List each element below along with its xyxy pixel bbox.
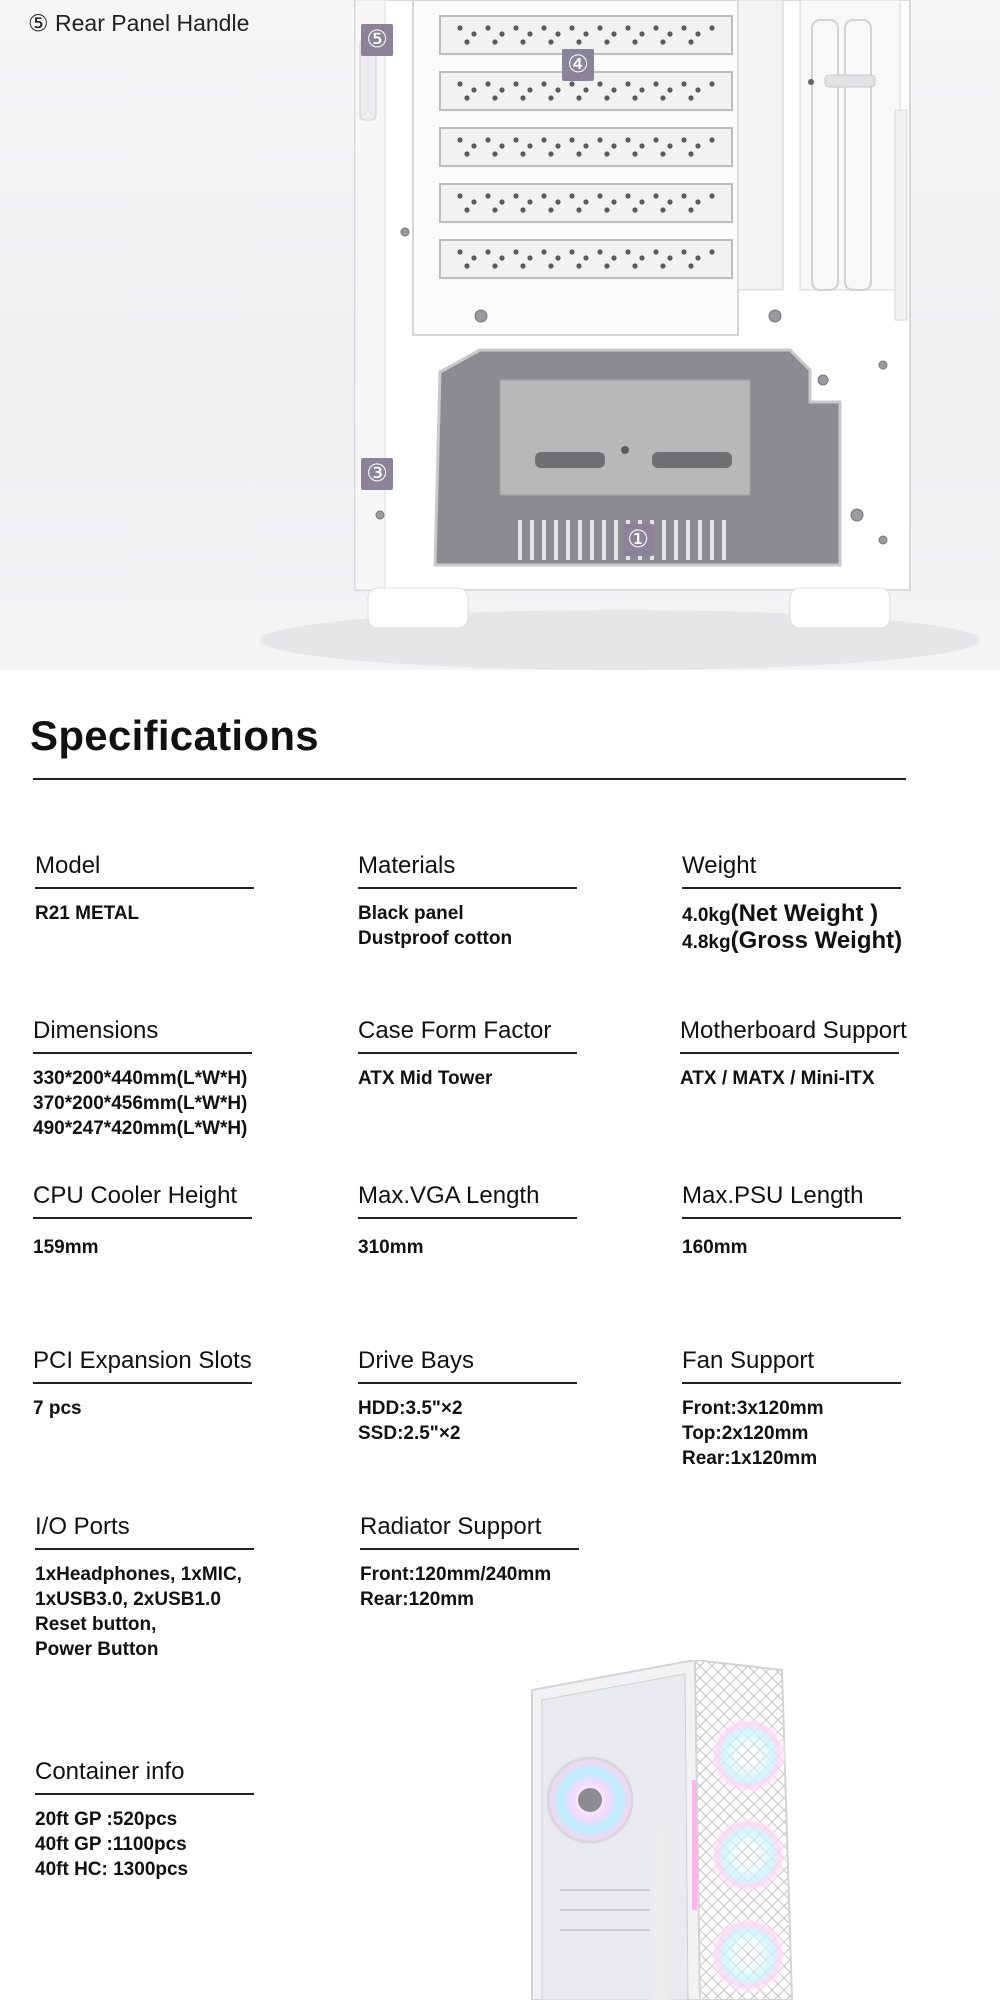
spec-label: Dimensions	[33, 1017, 159, 1044]
spec-values	[682, 1396, 982, 1471]
spec-label: Max.VGA Length	[358, 1182, 540, 1209]
spec-value: Front:120mm/240mm	[360, 1564, 552, 1585]
spec-label: Weight	[682, 852, 757, 879]
spec-pci-expansion-slots	[33, 1347, 333, 1421]
spec-underline	[35, 1548, 254, 1550]
spec-materials	[358, 852, 658, 951]
spec-underline	[33, 1217, 252, 1219]
spec-label: PCI Expansion Slots	[33, 1347, 252, 1374]
spec-motherboard-support	[680, 1017, 980, 1091]
badge-5: ⑤	[361, 24, 393, 56]
spec-value: 7 pcs	[33, 1398, 82, 1419]
spec-value: 1xUSB3.0, 2xUSB1.0	[35, 1589, 221, 1610]
spec-underline	[33, 1382, 252, 1384]
spec-max-vga-length	[358, 1182, 658, 1260]
spec-values	[33, 1396, 333, 1421]
title-divider	[33, 778, 906, 780]
net-weight-value: 4.0kg	[682, 905, 731, 926]
spec-weight	[682, 852, 982, 955]
spec-cpu-cooler-height	[33, 1182, 333, 1260]
spec-values	[358, 901, 658, 951]
spec-value: Top:2x120mm	[682, 1423, 809, 1444]
spec-value: Dustproof cotton	[358, 928, 513, 949]
spec-value: 1xHeadphones, 1xMIC,	[35, 1564, 242, 1585]
case-front-illustration	[520, 1660, 840, 2000]
spec-underline	[358, 887, 577, 889]
spec-value: 490*247*420mm(L*W*H)	[33, 1118, 248, 1139]
spec-values	[35, 901, 335, 926]
spec-values	[682, 901, 982, 955]
spec-values	[682, 1235, 982, 1260]
spec-drive-bays	[358, 1347, 658, 1446]
spec-values	[680, 1066, 980, 1091]
spec-underline	[680, 1052, 899, 1054]
badge-1: ①	[622, 524, 654, 556]
spec-value: ATX Mid Tower	[358, 1068, 493, 1089]
callout-text: Rear Panel Handle	[55, 10, 250, 36]
spec-underline	[358, 1217, 577, 1219]
spec-underline	[682, 1217, 901, 1219]
spec-underline	[682, 1382, 901, 1384]
spec-value: Rear:120mm	[360, 1589, 475, 1610]
spec-io-ports	[35, 1513, 335, 1662]
spec-label: CPU Cooler Height	[33, 1182, 238, 1209]
spec-label: Fan Support	[682, 1347, 815, 1374]
spec-radiator-support	[360, 1513, 660, 1612]
product-rear-view	[0, 0, 1000, 670]
spec-values	[33, 1235, 333, 1260]
badge-3: ③	[361, 458, 393, 490]
spec-value: R21 METAL	[35, 903, 140, 924]
spec-value: Reset button,	[35, 1614, 157, 1635]
callout-number: ⑤	[28, 10, 49, 36]
spec-value: 20ft GP :520pcs	[35, 1809, 178, 1830]
spec-label: Radiator Support	[360, 1513, 542, 1540]
spec-values	[35, 1562, 335, 1662]
gross-weight-label: (Gross Weight)	[730, 927, 903, 954]
spec-values	[33, 1066, 333, 1141]
spec-dimensions	[33, 1017, 333, 1141]
spec-fan-support	[682, 1347, 982, 1471]
spec-underline	[682, 887, 901, 889]
spec-value: 310mm	[358, 1237, 424, 1258]
spec-value: Black panel	[358, 903, 464, 924]
spec-values	[358, 1066, 658, 1091]
spec-label: Drive Bays	[358, 1347, 475, 1374]
spec-container-info	[35, 1758, 335, 1882]
specifications-title: Specifications	[30, 712, 319, 759]
callout-rear-panel-handle	[28, 10, 249, 37]
spec-value: 160mm	[682, 1237, 748, 1258]
gross-weight-value: 4.8kg	[682, 932, 731, 953]
spec-model	[35, 852, 335, 926]
spec-label: Motherboard Support	[680, 1017, 907, 1044]
spec-underline	[358, 1052, 577, 1054]
spec-value: SSD:2.5"×2	[358, 1423, 461, 1444]
spec-case-form-factor	[358, 1017, 658, 1091]
spec-value: 159mm	[33, 1237, 99, 1258]
spec-label: I/O Ports	[35, 1513, 130, 1540]
spec-value: Front:3x120mm	[682, 1398, 824, 1419]
spec-underline	[35, 887, 254, 889]
spec-label: Materials	[358, 852, 456, 879]
spec-value: Power Button	[35, 1639, 159, 1660]
spec-value: HDD:3.5"×2	[358, 1398, 463, 1419]
spec-label: Max.PSU Length	[682, 1182, 864, 1209]
case-rear-illustration	[0, 0, 1000, 670]
spec-underline	[360, 1548, 579, 1550]
spec-label: Model	[35, 852, 101, 879]
net-weight-label: (Net Weight )	[730, 900, 879, 927]
spec-label: Container info	[35, 1758, 185, 1785]
spec-label: Case Form Factor	[358, 1017, 552, 1044]
spec-values	[358, 1235, 658, 1260]
spec-underline	[358, 1382, 577, 1384]
spec-values	[358, 1396, 658, 1446]
spec-values	[35, 1807, 335, 1882]
spec-max-psu-length	[682, 1182, 982, 1260]
spec-value: 330*200*440mm(L*W*H)	[33, 1068, 248, 1089]
spec-value: ATX / MATX / Mini-ITX	[680, 1068, 875, 1089]
spec-underline	[35, 1793, 254, 1795]
spec-value: 370*200*456mm(L*W*H)	[33, 1093, 248, 1114]
spec-value: Rear:1x120mm	[682, 1448, 818, 1469]
spec-value: 40ft GP :1100pcs	[35, 1834, 187, 1855]
spec-value: 40ft HC: 1300pcs	[35, 1859, 189, 1880]
spec-underline	[33, 1052, 252, 1054]
badge-4: ④	[562, 49, 594, 81]
spec-values	[360, 1562, 660, 1612]
